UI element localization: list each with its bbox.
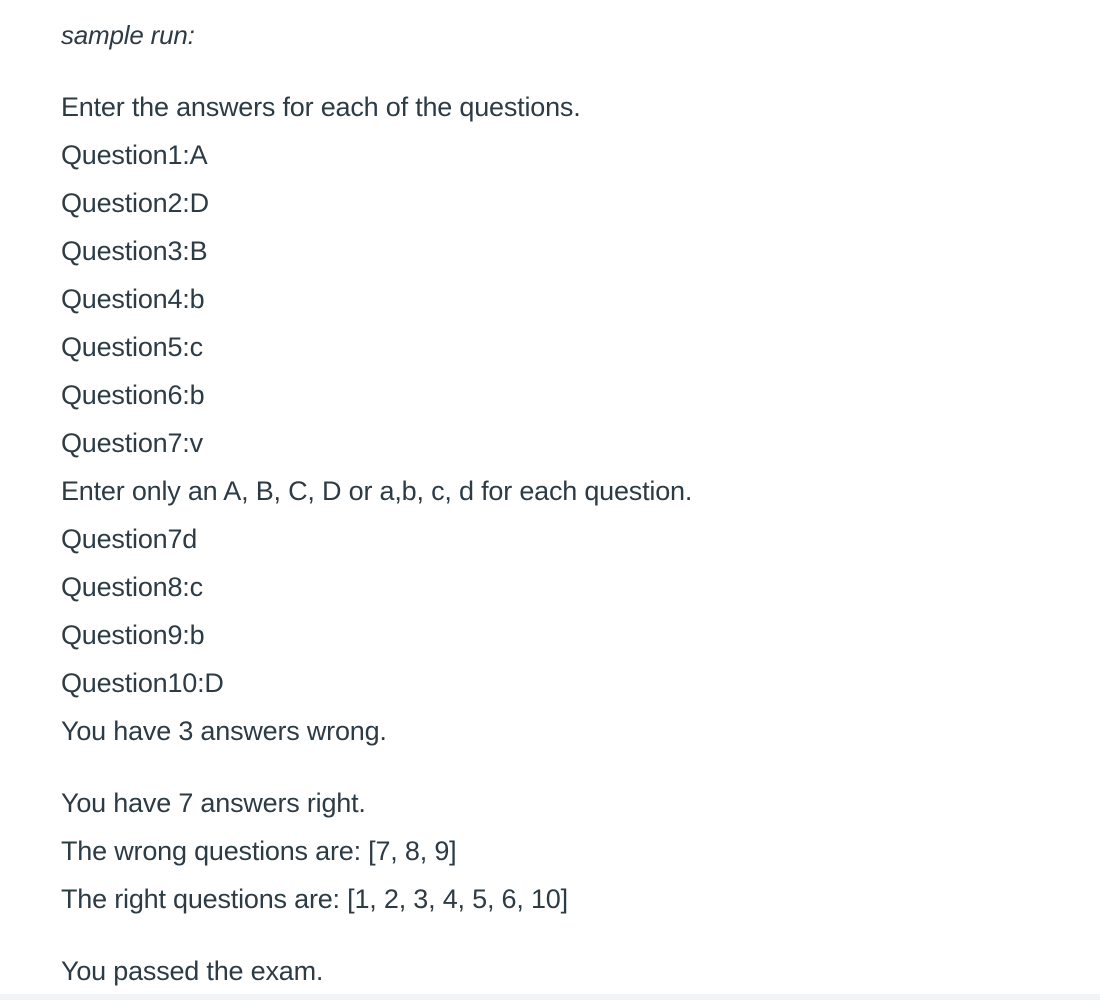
question-line: Question9:b bbox=[61, 620, 205, 650]
question-line: Question7:v bbox=[61, 428, 203, 458]
output-block-answers bbox=[61, 83, 1081, 755]
wrong-questions-line: The wrong questions are: [7, 8, 9] bbox=[61, 836, 457, 866]
prompt-line: Enter the answers for each of the questions. bbox=[61, 92, 581, 122]
exam-result-line: You passed the exam. bbox=[61, 956, 324, 986]
question-line: Question1:A bbox=[61, 140, 208, 170]
output-block-verdict bbox=[61, 947, 1081, 995]
question-line: Question8:c bbox=[61, 572, 203, 602]
error-message-line: Enter only an A, B, C, D or a,b, c, d for each question. bbox=[61, 476, 693, 506]
question-line: Question10:D bbox=[61, 668, 224, 698]
document-content bbox=[61, 14, 1081, 995]
sample-run-heading: sample run: bbox=[61, 20, 195, 50]
question-line: Question2:D bbox=[61, 188, 209, 218]
question-line: Question4:b bbox=[61, 284, 205, 314]
wrong-count-line: You have 3 answers wrong. bbox=[61, 716, 387, 746]
bottom-divider bbox=[0, 994, 1100, 1000]
right-count-line: You have 7 answers right. bbox=[61, 788, 366, 818]
question-line: Question5:c bbox=[61, 332, 203, 362]
right-questions-line: The right questions are: [1, 2, 3, 4, 5, 6, 10] bbox=[61, 884, 568, 914]
output-block-results bbox=[61, 779, 1081, 923]
question-line: Question3:B bbox=[61, 236, 208, 266]
question-line: Question6:b bbox=[61, 380, 205, 410]
question-line: Question7d bbox=[61, 524, 198, 554]
